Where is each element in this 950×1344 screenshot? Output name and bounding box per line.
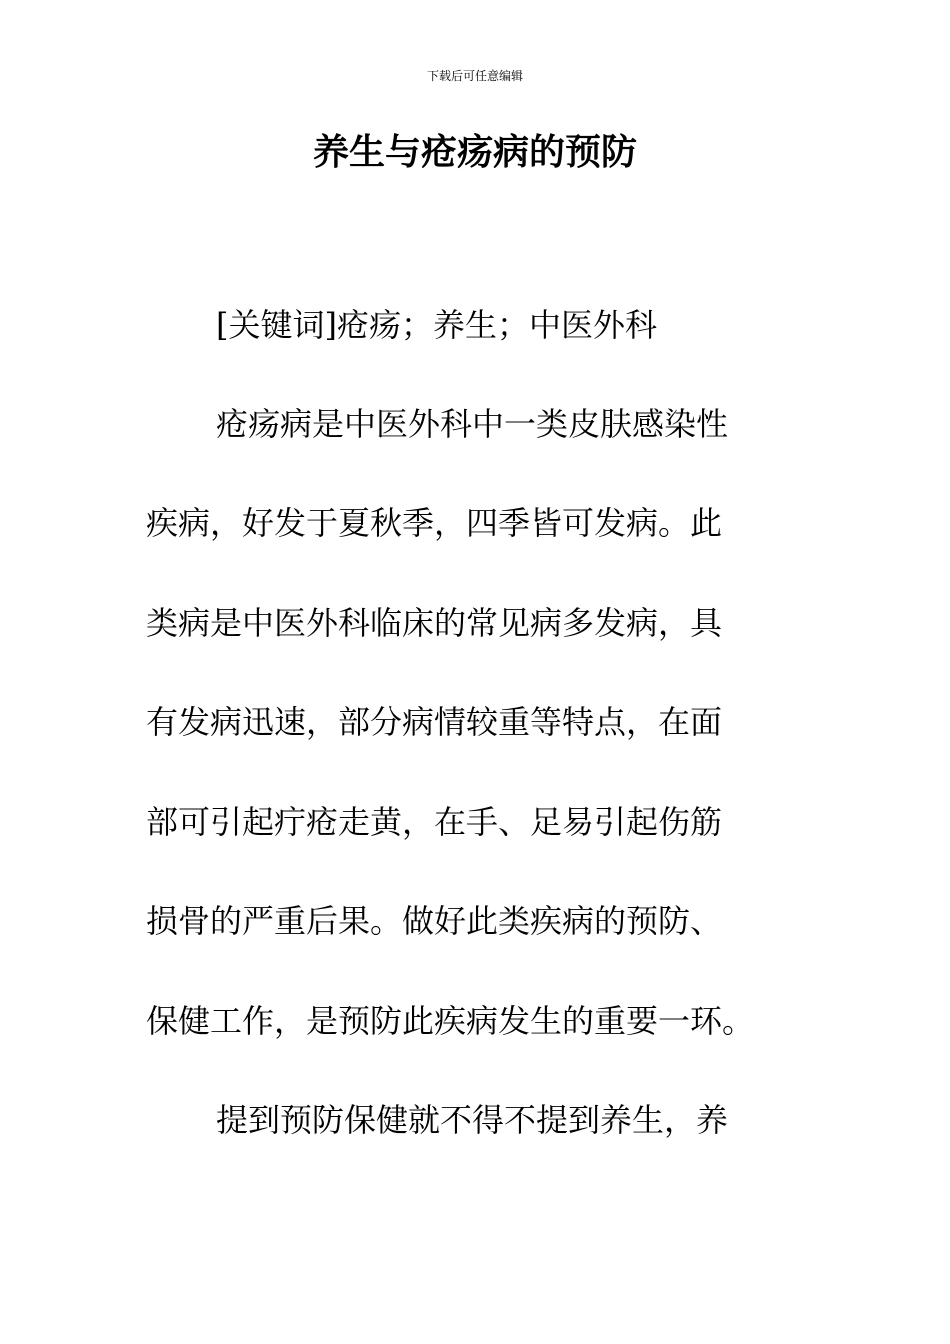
keywords-line: [关键词]疮疡；养生；中医外科 <box>216 306 657 344</box>
paragraph-1-line-4: 有发病迅速，部分病情较重等特点，在面 <box>146 703 723 741</box>
paragraph-1-line-7: 保健工作，是预防此疾病发生的重要一环。 <box>146 1002 755 1040</box>
page-title: 养生与疮疡病的预防 <box>312 132 637 173</box>
paragraph-1-line-5: 部可引起疔疮走黄，在手、足易引起伤筋 <box>146 803 723 841</box>
paragraph-1-line-6: 损骨的严重后果。做好此类疾病的预防、 <box>146 902 723 940</box>
paragraph-1-line-2: 疾病，好发于夏秋季，四季皆可发病。此 <box>146 504 723 542</box>
paragraph-1-line-3: 类病是中医外科临床的常见病多发病，具 <box>146 604 723 642</box>
paragraph-2-line-1: 提到预防保健就不得不提到养生，养 <box>216 1101 729 1139</box>
paragraph-1-line-1: 疮疡病是中医外科中一类皮肤感染性 <box>216 405 729 443</box>
header-note: 下载后可任意编辑 <box>426 69 523 83</box>
